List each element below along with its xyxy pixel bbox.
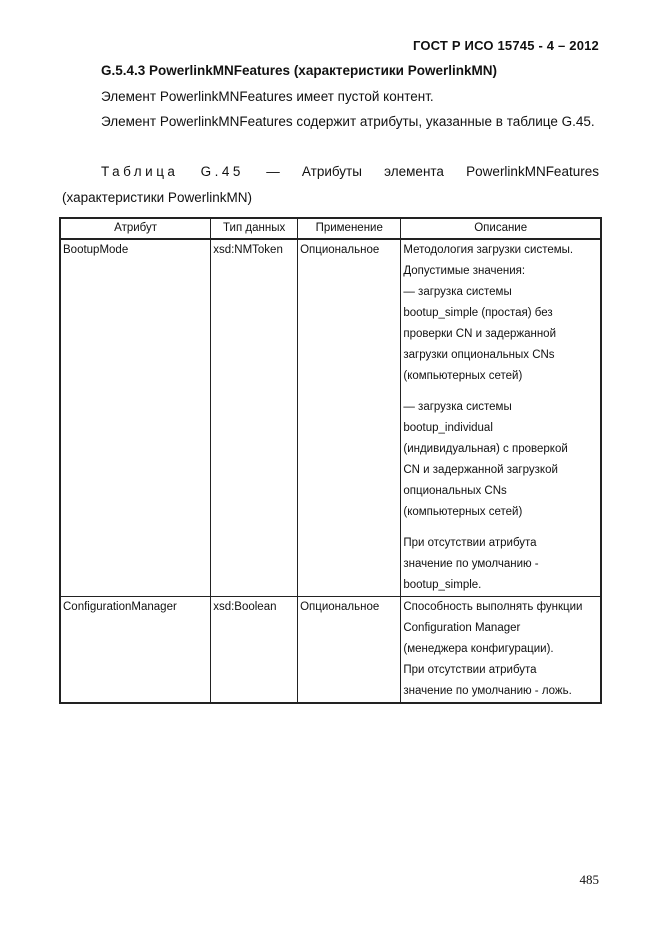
description-line: bootup_simple (простая) без [403, 307, 553, 319]
table-header-row [60, 218, 601, 239]
description-line: bootup_individual [403, 422, 493, 434]
table-row [60, 597, 601, 704]
section-title: G.5.4.3 PowerlinkMNFeatures (характеристики PowerlinkMN) [101, 63, 497, 78]
cell-usage: Опциональное [298, 239, 401, 597]
description-line: Способность выполнять функции [403, 601, 583, 613]
cell-attribute: ConfigurationManager [60, 597, 211, 704]
table-row [60, 239, 601, 597]
description-line: (менеджера конфигурации). [403, 643, 554, 655]
document-standard-header: ГОСТ Р ИСО 15745 - 4 – 2012 [412, 38, 599, 53]
table-caption-word-1: Атрибуты [301, 164, 362, 179]
paragraph-empty-content: Элемент PowerlinkMNFeatures имеет пустой контент. [101, 89, 434, 104]
description-line: bootup_simple. [403, 579, 482, 591]
column-header-data-type: Тип данных [211, 218, 298, 239]
cell-attribute: BootupMode [60, 239, 211, 597]
attributes-table [59, 217, 602, 704]
description-line: — загрузка системы [403, 401, 512, 413]
page-number: 485 [579, 872, 599, 887]
cell-data-type: xsd:Boolean [211, 597, 298, 704]
description-line: — загрузка системы [403, 286, 512, 298]
table-caption-line1 [62, 159, 599, 185]
description-line: загрузки опциональных CNs [403, 349, 555, 361]
table-caption-dash: — [266, 164, 280, 179]
description-line: (компьютерных сетей) [403, 506, 523, 518]
description-line: При отсутствии атрибута [403, 664, 537, 676]
column-header-usage: Применение [298, 218, 401, 239]
description-line: (индивидуальная) с проверкой [403, 443, 568, 455]
description-line: значение по умолчанию - [403, 558, 539, 570]
description-line: Configuration Manager [403, 622, 521, 634]
table-caption [62, 159, 599, 211]
description-gap [403, 523, 598, 533]
description-line: значение по умолчанию - ложь. [403, 685, 572, 697]
paragraph-attributes: Элемент PowerlinkMNFeatures содержит атрибуты, указанные в таблице G.45. [101, 114, 595, 129]
table-caption-line2: (характеристики PowerlinkMN) [62, 190, 252, 205]
description-line: При отсутствии атрибута [403, 537, 537, 549]
description-line: проверки CN и задержанной [403, 328, 557, 340]
description-line: Допустимые значения: [403, 265, 526, 277]
cell-description [401, 239, 601, 597]
cell-usage: Опциональное [298, 597, 401, 704]
description-line: (компьютерных сетей) [403, 370, 523, 382]
table-caption-word-3: PowerlinkMNFeatures [466, 164, 599, 179]
description-line: опциональных CNs [403, 485, 507, 497]
column-header-description: Описание [401, 218, 601, 239]
table-caption-word-2: элемента [384, 164, 444, 179]
description-gap [403, 387, 598, 397]
column-header-attribute: Атрибут [60, 218, 211, 239]
table-caption-label: Таблица [101, 164, 179, 179]
description-line: Методология загрузки системы. [403, 244, 574, 256]
cell-data-type: xsd:NMToken [211, 239, 298, 597]
description-line: CN и задержанной загрузкой [403, 464, 558, 476]
table-caption-number: G.45 [200, 164, 244, 179]
cell-description [401, 597, 601, 704]
